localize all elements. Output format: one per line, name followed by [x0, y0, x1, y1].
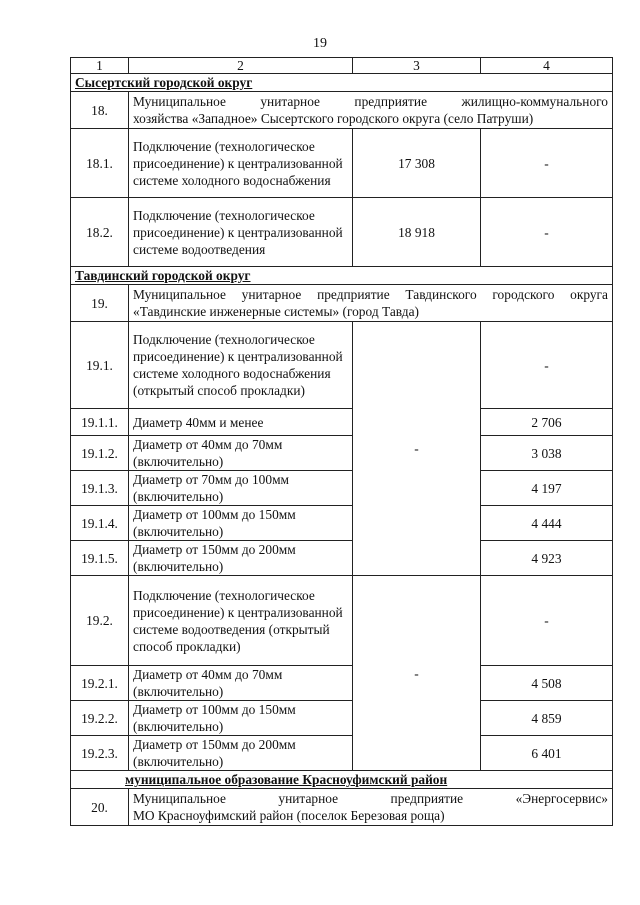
description-cell: Диаметр от 70мм до 100мм (включительно): [129, 471, 353, 506]
table-row: [71, 506, 613, 541]
section-row: [71, 74, 613, 92]
value-cell: 2 706: [481, 409, 613, 436]
value-cell: 3 038: [481, 436, 613, 471]
value-cell: 18 918: [353, 198, 481, 267]
row-number: 18.: [71, 92, 129, 129]
table-row: [71, 701, 613, 736]
row-number: 19.1.5.: [71, 541, 129, 576]
value-cell: 6 401: [481, 736, 613, 771]
section-title: Тавдинский городской округ: [71, 267, 613, 285]
value-cell: 4 444: [481, 506, 613, 541]
row-number: 19.1.2.: [71, 436, 129, 471]
table-row: [71, 129, 613, 198]
description-cell: Подключение (технологическое присоединение) к централизованной системе холодного водоснабжения: [129, 129, 353, 198]
header-col-2: 2: [129, 58, 353, 74]
merged-value-cell: -: [353, 576, 481, 771]
row-number: 19.1.3.: [71, 471, 129, 506]
organization-cell: [129, 789, 613, 826]
description-cell: Диаметр от 100мм до 150мм (включительно): [129, 701, 353, 736]
table-row: [71, 409, 613, 436]
description-cell: Диаметр от 40мм до 70мм (включительно): [129, 436, 353, 471]
description-cell: Подключение (технологическое присоединение) к централизованной системе водоотведения (открытый способ прокладки): [129, 576, 353, 666]
table-row: [71, 576, 613, 666]
organization-cell: [129, 285, 613, 322]
row-number: 19.2.1.: [71, 666, 129, 701]
table-row: [71, 285, 613, 322]
value-cell: -: [481, 322, 613, 409]
section-row: [71, 267, 613, 285]
organization-line: Муниципальное унитарное предприятие жилищно-коммунального: [133, 94, 608, 109]
row-number: 19.1.: [71, 322, 129, 409]
value-cell: -: [481, 576, 613, 666]
value-cell: 17 308: [353, 129, 481, 198]
row-number: 20.: [71, 789, 129, 826]
description-cell: Диаметр от 150мм до 200мм (включительно): [129, 736, 353, 771]
description-cell: Подключение (технологическое присоединение) к централизованной системе холодного водоснабжения (открытый способ прокладки): [129, 322, 353, 409]
table-row: [71, 92, 613, 129]
description-cell: Диаметр от 40мм до 70мм (включительно): [129, 666, 353, 701]
table-row: [71, 322, 613, 409]
row-number: 19.1.4.: [71, 506, 129, 541]
table-row: [71, 789, 613, 826]
section-row: [71, 771, 613, 789]
tariff-table: [70, 57, 613, 826]
table-row: [71, 541, 613, 576]
value-cell: -: [481, 198, 613, 267]
section-title: Сысертский городской округ: [71, 74, 613, 92]
row-number: 19.1.1.: [71, 409, 129, 436]
table-row: [71, 198, 613, 267]
table-row: [71, 666, 613, 701]
value-cell: 4 508: [481, 666, 613, 701]
header-col-4: 4: [481, 58, 613, 74]
table-row: [71, 471, 613, 506]
value-cell: 4 859: [481, 701, 613, 736]
table-row: [71, 436, 613, 471]
organization-line: Муниципальное унитарное предприятие «Энергосервис»: [133, 791, 608, 806]
description-cell: Подключение (технологическое присоединение) к централизованной системе водоотведения: [129, 198, 353, 267]
merged-value-cell: -: [353, 322, 481, 576]
row-number: 19.: [71, 285, 129, 322]
organization-line: «Тавдинские инженерные системы» (город Тавда): [133, 304, 419, 319]
header-col-3: 3: [353, 58, 481, 74]
row-number: 19.2.: [71, 576, 129, 666]
row-number: 19.2.3.: [71, 736, 129, 771]
header-row: [71, 58, 613, 74]
row-number: 19.2.2.: [71, 701, 129, 736]
row-number: 18.1.: [71, 129, 129, 198]
organization-line: хозяйства «Западное» Сысертского городского округа (село Патруши): [133, 111, 534, 126]
row-number: 18.2.: [71, 198, 129, 267]
description-cell: Диаметр 40мм и менее: [129, 409, 353, 436]
organization-cell: [129, 92, 613, 129]
header-col-1: 1: [71, 58, 129, 74]
page-number: 19: [313, 36, 327, 51]
table-row: [71, 736, 613, 771]
value-cell: 4 197: [481, 471, 613, 506]
organization-line: Муниципальное унитарное предприятие Тавдинского городского округа: [133, 287, 608, 302]
value-cell: 4 923: [481, 541, 613, 576]
section-title: муниципальное образование Красноуфимский район: [71, 771, 613, 789]
description-cell: Диаметр от 100мм до 150мм (включительно): [129, 506, 353, 541]
description-cell: Диаметр от 150мм до 200мм (включительно): [129, 541, 353, 576]
value-cell: -: [481, 129, 613, 198]
organization-line: МО Красноуфимский район (поселок Березовая роща): [133, 808, 445, 823]
